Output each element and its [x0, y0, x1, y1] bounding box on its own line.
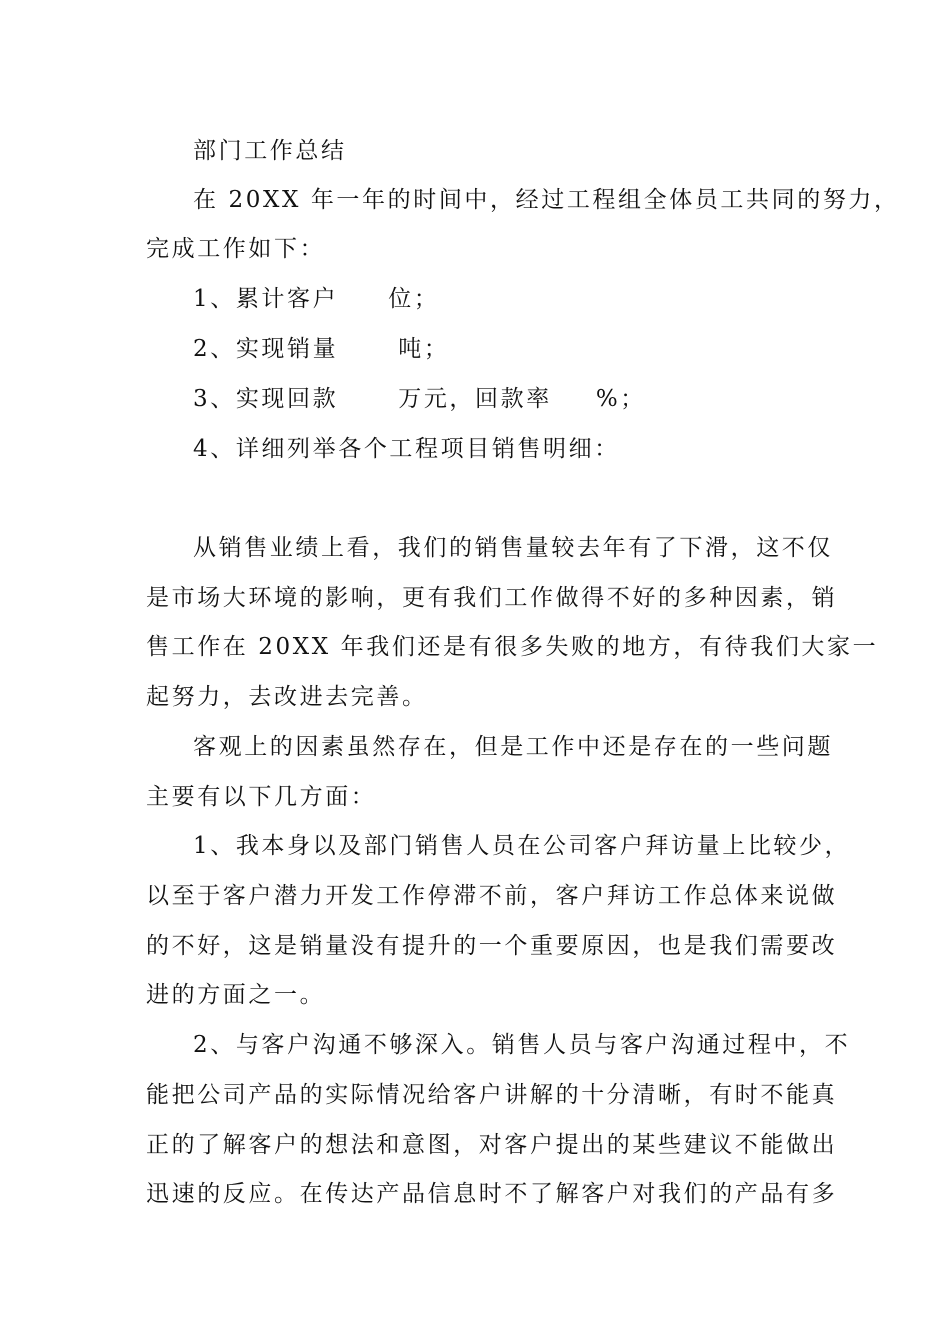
intro-line-2: 完成工作如下：: [146, 236, 326, 262]
paragraph1-line-1: 从销售业绩上看，我们的销售量较去年有了下滑，这不仅: [193, 535, 833, 561]
list-item-3-suffix: %；: [595, 386, 646, 412]
paragraph1-line-3: 售工作在 20XX 年我们还是有很多失败的地方，有待我们大家一: [146, 634, 879, 660]
document-title: 部门工作总结: [193, 138, 347, 164]
paragraph3-line-1: 1、我本身以及部门销售人员在公司客户拜访量上比较少，: [193, 833, 851, 859]
list-item-3-prefix: 3、实现回款: [193, 386, 339, 412]
paragraph4-line-3: 正的了解客户的想法和意图，对客户提出的某些建议不能做出: [146, 1132, 838, 1158]
paragraph3-line-2: 以至于客户潜力开发工作停滞不前，客户拜访工作总体来说做: [146, 883, 838, 909]
list-item-1: [193, 284, 873, 314]
list-item-1-prefix: 1、累计客户: [193, 286, 339, 312]
paragraph2-line-2: 主要有以下几方面：: [146, 784, 377, 810]
paragraph1-line-2: 是市场大环境的影响，更有我们工作做得不好的多种因素，销: [146, 585, 838, 611]
list-item-2-suffix: 吨；: [398, 336, 450, 362]
paragraph3-line-4: 进的方面之一。: [146, 982, 326, 1008]
paragraph1-line-4: 起努力，去改进去完善。: [146, 684, 428, 710]
list-item-3: [193, 384, 873, 414]
list-item-2: [193, 334, 873, 364]
list-item-2-prefix: 2、实现销量: [193, 336, 339, 362]
list-item-4: 4、详细列举各个工程项目销售明细：: [193, 436, 620, 462]
paragraph4-line-1: 2、与客户沟通不够深入。销售人员与客户沟通过程中，不: [193, 1032, 851, 1058]
paragraph3-line-3: 的不好，这是销量没有提升的一个重要原因，也是我们需要改: [146, 933, 838, 959]
paragraph4-line-2: 能把公司产品的实际情况给客户讲解的十分清晰，有时不能真: [146, 1082, 838, 1108]
paragraph4-line-4: 迅速的反应。在传达产品信息时不了解客户对我们的产品有多: [146, 1181, 838, 1207]
paragraph2-line-1: 客观上的因素虽然存在，但是工作中还是存在的一些问题: [193, 734, 833, 760]
intro-line-1: 在 20XX 年一年的时间中，经过工程组全体员工共同的努力，: [193, 187, 900, 213]
list-item-3-middle: 万元，回款率: [398, 386, 552, 412]
list-item-1-suffix: 位；: [388, 286, 440, 312]
